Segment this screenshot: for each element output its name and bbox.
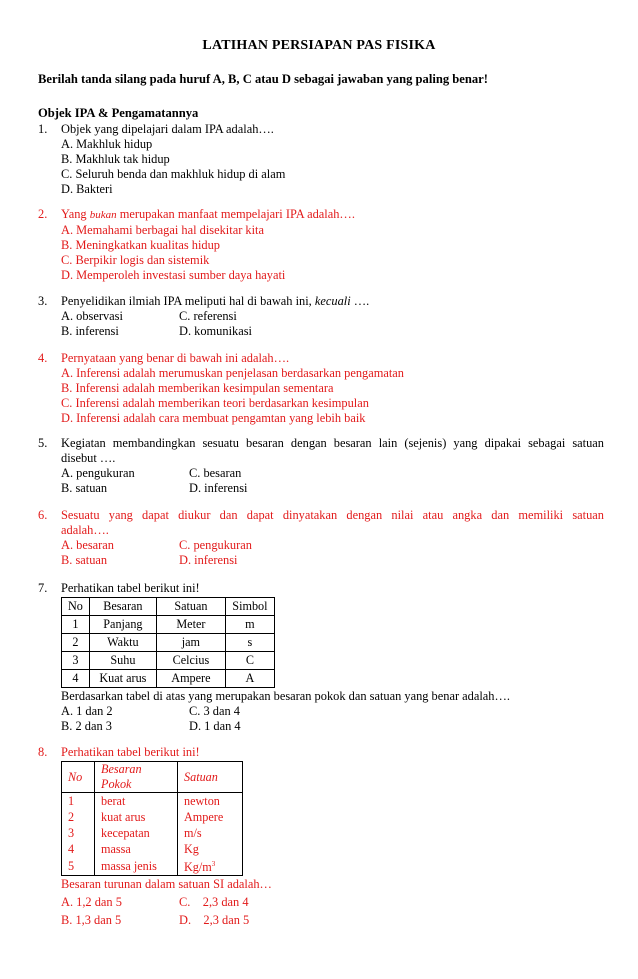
option-a: A. pengukuran xyxy=(61,466,135,480)
table-header-cell: Simbol xyxy=(225,598,274,616)
question-text: Perhatikan tabel berikut ini! xyxy=(61,745,200,759)
table-cell: massa jenis xyxy=(95,857,178,876)
question-text: Penyelidikan ilmiah IPA meliputi hal di bawah ini, kecuali …. xyxy=(61,294,370,308)
superscript: 3 xyxy=(211,860,216,868)
option-c: C. Berpikir logis dan sistemik xyxy=(61,253,210,267)
table-header-cell: Besaran Pokok xyxy=(95,762,178,793)
question-2 xyxy=(38,207,604,283)
table-cell: jam xyxy=(156,634,225,652)
table-cell: berat xyxy=(95,793,178,810)
options-row-2 xyxy=(38,913,604,928)
option-b: B. Inferensi adalah memberikan kesimpulan sementara xyxy=(61,381,334,395)
options-row-1 xyxy=(38,704,604,719)
question-number: 4. xyxy=(38,351,48,365)
question-text: Yang bukan merupakan manfaat mempelajari IPA adalah…. xyxy=(61,207,355,221)
question-text: Kegiatan membandingkan sesuatu besaran dengan besaran lain (sejenis) yang dipakai sebagai satuan xyxy=(61,436,604,450)
option-c: C. besaran xyxy=(189,466,242,480)
question-3 xyxy=(38,294,604,339)
option-c: C. Seluruh benda dan makhluk hidup di alam xyxy=(61,167,286,181)
question-text-continued: adalah…. xyxy=(61,523,109,537)
option-a: A. observasi xyxy=(61,309,123,323)
question-emphasis: bukan xyxy=(89,209,117,221)
table-cell: Celcius xyxy=(156,652,225,670)
question-text: Objek yang dipelajari dalam IPA adalah…. xyxy=(61,122,274,136)
table-header-cell: No xyxy=(62,762,95,793)
option-d: D. komunikasi xyxy=(179,324,252,338)
table-cell: 4 xyxy=(62,670,90,688)
table-row xyxy=(62,634,275,652)
table-row xyxy=(62,616,275,634)
table-header-cell: No xyxy=(62,598,90,616)
option-b: B. 2 dan 3 xyxy=(61,719,112,733)
question-4 xyxy=(38,351,604,426)
table-cell: kecepatan xyxy=(95,825,178,841)
option-b: B. Meningkatkan kualitas hidup xyxy=(61,238,220,252)
quantities-table xyxy=(61,597,275,688)
question-1 xyxy=(38,122,604,197)
table-header-cell: Satuan xyxy=(156,598,225,616)
table-header-cell: Besaran xyxy=(89,598,156,616)
table-row xyxy=(62,841,243,857)
options-row-1 xyxy=(38,309,604,324)
table-cell: A xyxy=(225,670,274,688)
option-d: D. inferensi xyxy=(189,481,248,495)
question-number: 3. xyxy=(38,294,48,308)
table-cell: 2 xyxy=(62,809,95,825)
table-row xyxy=(62,857,243,876)
option-d: D. Inferensi adalah cara membuat pengamtan yang lebih baik xyxy=(61,411,366,425)
table-cell: 4 xyxy=(62,841,95,857)
options-row-2 xyxy=(38,553,604,568)
table-cell: kuat arus xyxy=(95,809,178,825)
table-cell: C xyxy=(225,652,274,670)
option-d: D. Memperoleh investasi sumber daya hayati xyxy=(61,268,286,282)
question-number: 8. xyxy=(38,745,48,759)
options-row-2 xyxy=(38,719,604,734)
option-c: C. 3 dan 4 xyxy=(189,704,240,718)
table-cell: 3 xyxy=(62,652,90,670)
option-c: C. referensi xyxy=(179,309,237,323)
table-header-cell: Satuan xyxy=(178,762,243,793)
options-row-1 xyxy=(38,466,604,481)
page-title: LATIHAN PERSIAPAN PAS FISIKA xyxy=(202,38,436,53)
table-cell: s xyxy=(225,634,274,652)
question-number: 7. xyxy=(38,581,48,595)
question-number: 6. xyxy=(38,508,48,522)
option-b: B. satuan xyxy=(61,481,108,495)
option-d: D. 1 dan 4 xyxy=(189,719,241,733)
option-d: D. 2,3 dan 5 xyxy=(179,913,250,928)
table-row xyxy=(62,652,275,670)
table-cell: 5 xyxy=(62,857,95,876)
options-row-2 xyxy=(38,324,604,339)
table-cell: massa xyxy=(95,841,178,857)
table-row xyxy=(62,825,243,841)
table-cell: 1 xyxy=(62,793,95,810)
option-b: B. inferensi xyxy=(61,324,119,338)
table-cell: m/s xyxy=(178,825,243,841)
question-6 xyxy=(38,508,604,568)
question-number: 5. xyxy=(38,436,48,450)
table-row xyxy=(62,809,243,825)
instruction: Berilah tanda silang pada huruf A, B, C atau D sebagai jawaban yang paling benar! xyxy=(38,72,488,86)
table-row xyxy=(62,670,275,688)
question-8 xyxy=(38,745,604,928)
option-a: A. besaran xyxy=(61,538,114,552)
table-header-row xyxy=(62,598,275,616)
option-a: A. Inferensi adalah merumuskan penjelasan berdasarkan pengamatan xyxy=(61,366,405,380)
question-text-continued: disebut …. xyxy=(61,451,116,465)
option-c: C. pengukuran xyxy=(179,538,252,552)
table-cell: newton xyxy=(178,793,243,810)
table-cell: $Kg/m^3$ xyxy=(178,857,243,876)
table-cell: Ampere xyxy=(156,670,225,688)
question-emphasis: kecuali xyxy=(314,294,351,308)
table-cell: 2 xyxy=(62,634,90,652)
section-heading: Objek IPA & Pengamatannya xyxy=(38,106,199,120)
question-followup: Berdasarkan tabel di atas yang merupakan besaran pokok dan satuan yang benar adalah…. xyxy=(61,689,510,703)
table-cell: 3 xyxy=(62,825,95,841)
option-b: B. 1,3 dan 5 xyxy=(61,913,122,928)
option-a: A. 1,2 dan 5 xyxy=(61,895,122,910)
question-7 xyxy=(38,581,604,734)
question-followup: Besaran turunan dalam satuan SI adalah… xyxy=(61,877,272,892)
table-cell: Suhu xyxy=(89,652,156,670)
table-cell: Meter xyxy=(156,616,225,634)
table-header-row xyxy=(62,762,243,793)
table-cell: Waktu xyxy=(89,634,156,652)
table-cell: Ampere xyxy=(178,809,243,825)
option-b: B. Makhluk tak hidup xyxy=(61,152,170,166)
option-d: D. inferensi xyxy=(179,553,238,567)
question-5 xyxy=(38,436,604,496)
question-number: 1. xyxy=(38,122,48,136)
option-a: A. Memahami berbagai hal disekitar kita xyxy=(61,223,264,237)
table-cell: Kg xyxy=(178,841,243,857)
options-row-2 xyxy=(38,481,604,496)
option-a: A. 1 dan 2 xyxy=(61,704,113,718)
question-number: 2. xyxy=(38,207,48,221)
question-text: Perhatikan tabel berikut ini! xyxy=(61,581,200,595)
table-cell: Kuat arus xyxy=(89,670,156,688)
option-c: C. Inferensi adalah memberikan teori berdasarkan kesimpulan xyxy=(61,396,369,410)
option-c: C. 2,3 dan 4 xyxy=(179,895,249,910)
table-cell: m xyxy=(225,616,274,634)
option-b: B. satuan xyxy=(61,553,108,567)
table-row xyxy=(62,793,243,810)
question-text: Pernyataan yang benar di bawah ini adalah…. xyxy=(61,351,290,365)
options-row-1 xyxy=(38,895,604,910)
units-table xyxy=(61,761,243,876)
option-d: D. Bakteri xyxy=(61,182,113,196)
table-cell: Panjang xyxy=(89,616,156,634)
question-text: Sesuatu yang dapat diukur dan dapat dinyatakan dengan nilai atau angka dan memiliki satuan xyxy=(61,508,604,522)
option-a: A. Makhluk hidup xyxy=(61,137,153,151)
table-cell: 1 xyxy=(62,616,90,634)
options-row-1 xyxy=(38,538,604,553)
